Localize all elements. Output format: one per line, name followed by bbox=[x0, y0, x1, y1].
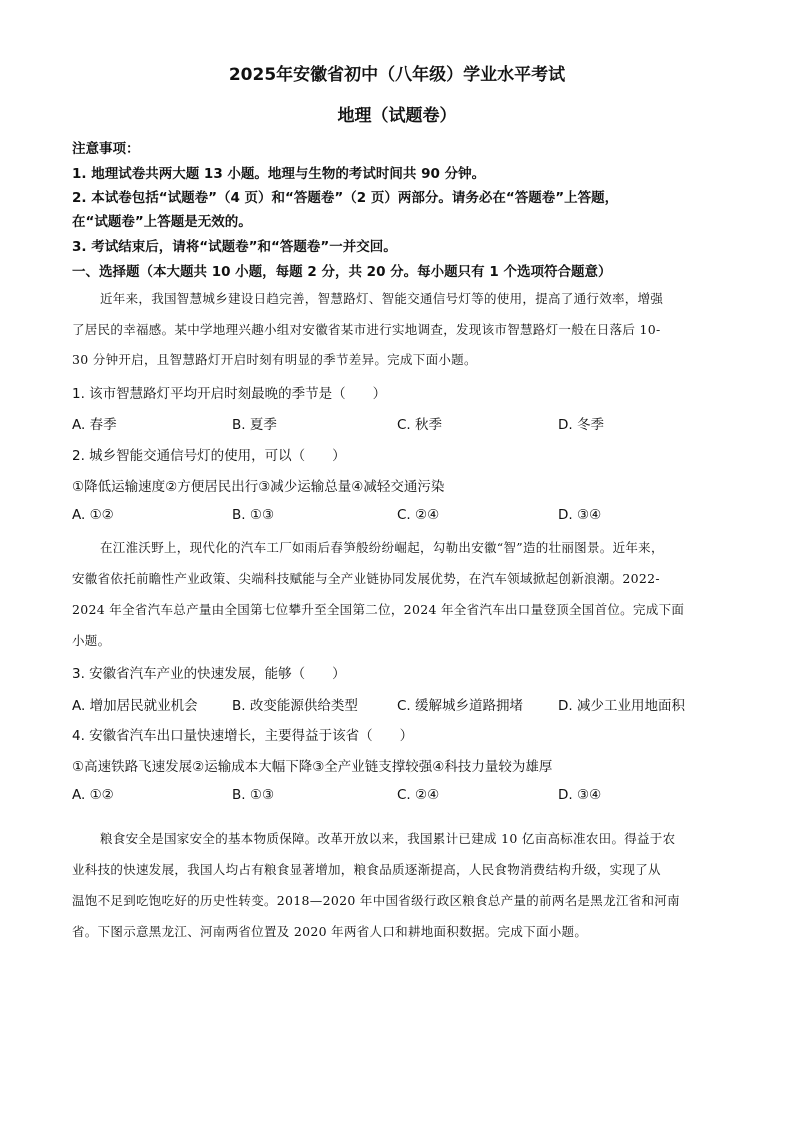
question-stem: 2. 城乡智能交通信号灯的使用，可以（ ） bbox=[72, 448, 346, 464]
passage-line: 粮食安全是国家安全的基本物质保障。改革开放以来，我国累计已建成 10 亿亩高标准农田。得益于农 bbox=[100, 831, 676, 846]
option-d: D. 减少工业用地面积 bbox=[558, 698, 685, 714]
passage-line: 2024 年全省汽车总产量由全国第七位攀升至全国第二位，2024 年全省汽车出口量登顶全国首位。完成下面 bbox=[72, 602, 685, 617]
passage-line: 省。下图示意黑龙江、河南两省位置及 2020 年两省人口和耕地面积数据。完成下面小题。 bbox=[72, 924, 588, 939]
option-a: A. 春季 bbox=[72, 417, 117, 433]
passage-line: 小题。 bbox=[72, 633, 111, 648]
option-a: A. 增加居民就业机会 bbox=[72, 698, 198, 714]
option-a: A. ①② bbox=[72, 787, 114, 803]
option-d: D. ③④ bbox=[558, 787, 602, 803]
question-stem: 3. 安徽省汽车产业的快速发展，能够（ ） bbox=[72, 666, 346, 682]
notice-item: 1. 地理试卷共两大题 13 小题。地理与生物的考试时间共 90 分钟。 bbox=[72, 166, 486, 182]
option-b: B. 夏季 bbox=[232, 417, 277, 433]
option-b: B. 改变能源供给类型 bbox=[232, 698, 358, 714]
passage-line: 30 分钟开启，且智慧路灯开启时刻有明显的季节差异。完成下面小题。 bbox=[72, 352, 477, 367]
question-choices: ①降低运输速度②方便居民出行③减少运输总量④减轻交通污染 bbox=[72, 479, 445, 495]
passage-line: 在江淮沃野上，现代化的汽车工厂如雨后春笋般纷纷崛起，勾勒出安徽“智”造的壮丽图景。近年来， bbox=[100, 540, 664, 555]
passage-line: 业科技的快速发展，我国人均占有粮食显著增加，粮食品质逐渐提高，人民食物消费结构升级，实现了从 bbox=[72, 862, 661, 877]
question-stem: 1. 该市智慧路灯平均开启时刻最晚的季节是（ ） bbox=[72, 386, 387, 402]
option-d: D. 冬季 bbox=[558, 417, 604, 433]
exam-subtitle: 地理（试题卷） bbox=[337, 106, 457, 126]
notice-item: 3. 考试结束后，请将“试题卷”和“答题卷”一并交回。 bbox=[72, 239, 397, 255]
question-stem: 4. 安徽省汽车出口量快速增长，主要得益于该省（ ） bbox=[72, 728, 414, 744]
notice-item: 在“试题卷”上答题是无效的。 bbox=[72, 214, 252, 230]
question-choices: ①高速铁路飞速发展②运输成本大幅下降③全产业链支撑较强④科技力量较为雄厚 bbox=[72, 759, 553, 775]
option-c: C. 缓解城乡道路拥堵 bbox=[397, 698, 524, 714]
option-c: C. ②④ bbox=[397, 787, 440, 803]
section-heading: 一、选择题（本大题共 10 小题，每题 2 分，共 20 分。每小题只有 1 个选项符合题意） bbox=[72, 264, 612, 280]
option-a: A. ①② bbox=[72, 507, 114, 523]
option-b: B. ①③ bbox=[232, 787, 275, 803]
option-c: C. ②④ bbox=[397, 507, 440, 523]
passage-line: 了居民的幸福感。某中学地理兴趣小组对安徽省某市进行实地调查，发现该市智慧路灯一般在日落后 10- bbox=[72, 322, 661, 337]
notice-heading: 注意事项： bbox=[72, 141, 140, 157]
passage-line: 安徽省依托前瞻性产业政策、尖端科技赋能与全产业链协同发展优势，在汽车领域掀起创新浪潮。2022- bbox=[72, 571, 660, 586]
option-c: C. 秋季 bbox=[397, 417, 443, 433]
notice-item: 2. 本试卷包括“试题卷”（4 页）和“答题卷”（2 页）两部分。请务必在“答题卷”上答题， bbox=[72, 190, 619, 206]
passage-line: 近年来，我国智慧城乡建设日趋完善，智慧路灯、智能交通信号灯等的使用，提高了通行效率，增强 bbox=[100, 291, 664, 306]
option-b: B. ①③ bbox=[232, 507, 275, 523]
option-d: D. ③④ bbox=[558, 507, 602, 523]
passage-line: 温饱不足到吃饱吃好的历史性转变。2018—2020 年中国省级行政区粮食总产量的前两名是黑龙江省和河南 bbox=[72, 893, 680, 908]
exam-title: 2025年安徽省初中（八年级）学业水平考试 bbox=[228, 65, 566, 85]
